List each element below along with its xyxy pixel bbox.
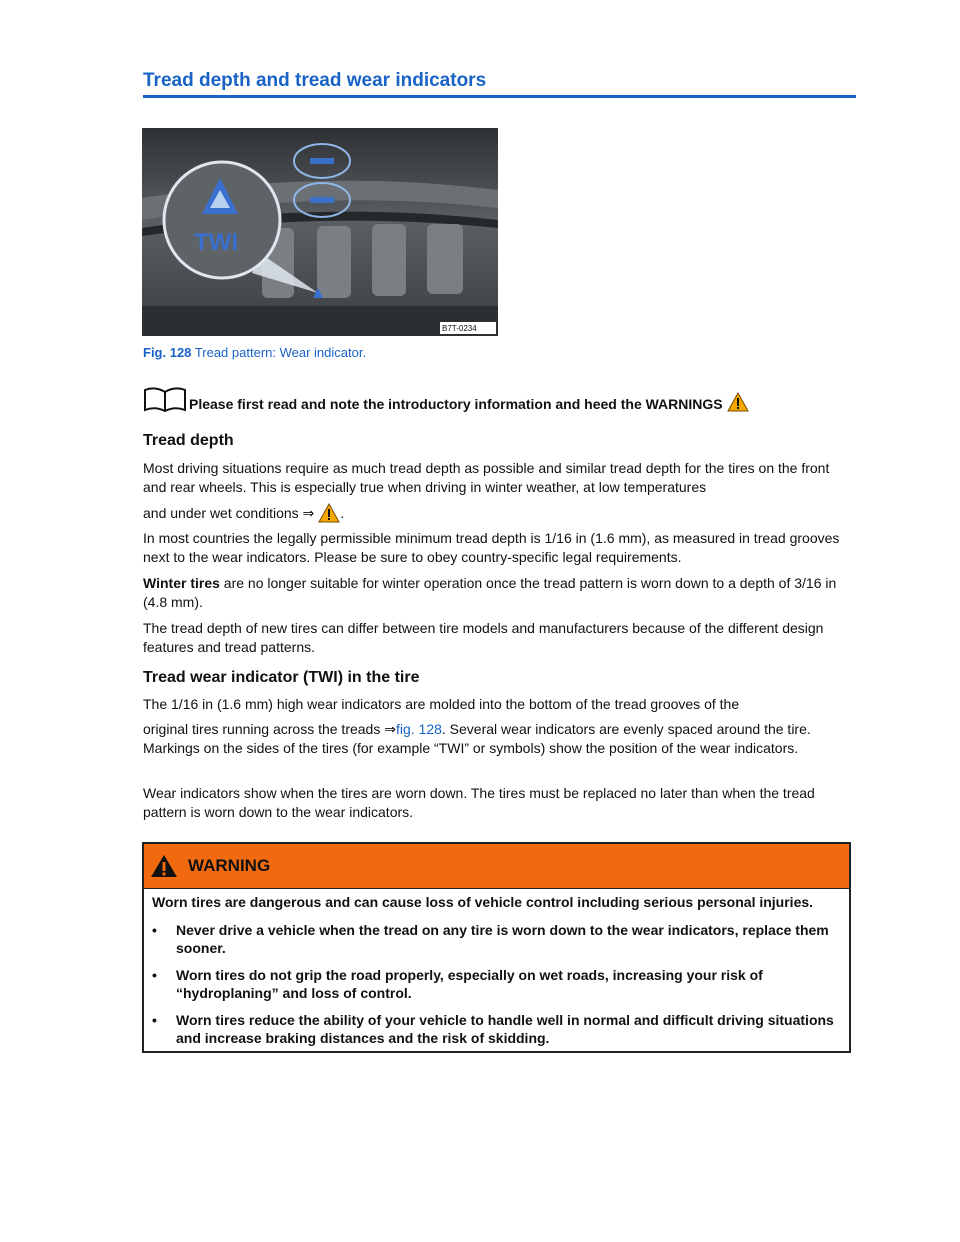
figure-caption <box>143 345 366 360</box>
warning-lead: Worn tires are dangerous and can cause loss of vehicle control including serious personal injuries. <box>152 894 814 910</box>
warning-header <box>144 844 849 889</box>
warning-bullet: • Worn tires reduce the ability of your vehicle to handle well in normal and difficult driving situations and increase braking distances and the risk of skidding. <box>152 1011 841 1047</box>
warning-icon <box>150 854 178 878</box>
page-title: Tread depth and tread wear indicators <box>143 70 856 98</box>
twi-paragraph-2 <box>143 720 855 758</box>
warning-bullet: • Never drive a vehicle when the tread on any tire is worn down to the wear indicators, replace them sooner. <box>152 921 841 957</box>
open-book-icon <box>143 386 187 412</box>
figure-code: B7T-0234 <box>442 324 477 333</box>
tire-tread-figure <box>142 128 498 336</box>
caption-label: Fig. 128 <box>143 345 192 360</box>
twi-paragraph-2-end: . Several wear indicators are evenly spaced around the tire. Markings on the sides of the tires (for example “TWI” or symbols) show the position of the wear indicators. <box>143 721 811 756</box>
tread-depth-paragraph-2: In most countries the legally permissible minimum tread depth is 1/16 in (1.6 mm), as measured in tread grooves next to the wear indicators. Please be sure to obey country-specific legal requirements. <box>143 530 840 565</box>
intro-note <box>143 386 863 412</box>
warning-bullet-text: Never drive a vehicle when the tread on any tire is worn down to the wear indicators, replace them sooner. <box>176 922 829 956</box>
twi-callout-label: TWI <box>194 229 238 256</box>
warning-link-icon[interactable] <box>318 503 340 523</box>
winter-tires-text: are no longer suitable for winter operation once the tread pattern is worn down to a depth of 3/16 in (4.8 mm). <box>143 575 837 610</box>
winter-tires-term: Winter tires <box>143 575 220 591</box>
warning-bullet-text: Worn tires do not grip the road properly, especially on wet roads, increasing your risk of “hydroplaning” and loss of control. <box>176 967 763 1001</box>
warning-box <box>142 842 851 1053</box>
twi-heading: Tread wear indicator (TWI) in the tire <box>143 669 420 686</box>
caption-text: Tread pattern: Wear indicator. <box>194 345 367 360</box>
warning-body <box>144 889 849 1060</box>
twi-paragraph-1: The 1/16 in (1.6 mm) high wear indicators are molded into the bottom of the tread grooves of the <box>143 696 740 712</box>
wet-conditions-text: and under wet conditions ⇒ <box>143 505 315 521</box>
warning-bullet: • Worn tires do not grip the road properly, especially on wet roads, increasing your risk of “hydroplaning” and loss of control. <box>152 966 841 1002</box>
tread-depth-heading: Tread depth <box>143 432 234 449</box>
tread-depth-paragraph-1b: and under wet conditions ⇒ . <box>143 505 345 521</box>
tread-depth-paragraph-3 <box>143 574 855 612</box>
intro-text: Please first read and note the introductory information and heed the WARNINGS <box>189 396 723 412</box>
twi-paragraph-2-start: original tires running across the treads ⇒ <box>143 721 396 737</box>
tread-depth-paragraph-1: Most driving situations require as much tread depth as possible and similar tread depth for the tires on the front and rear wheels. This is especially true when driving in winter weather, at low temperatures <box>143 460 830 495</box>
tire-illustration <box>142 128 498 336</box>
tread-depth-paragraph-4: The tread depth of new tires can differ between tire models and manufacturers because of the different design features and tread patterns. <box>143 620 824 655</box>
warning-label: WARNING <box>188 856 271 875</box>
warning-bullet-text: Worn tires reduce the ability of your vehicle to handle well in normal and difficult driving situations and increase braking distances and the risk of skidding. <box>176 1012 834 1046</box>
fig-128-link[interactable]: fig. 128 <box>395 721 442 737</box>
twi-paragraph-3: Wear indicators show when the tires are worn down. The tires must be replaced no later than when the tread pattern is worn down to the wear indicators. <box>143 785 815 820</box>
warning-triangle-icon[interactable] <box>727 392 749 412</box>
